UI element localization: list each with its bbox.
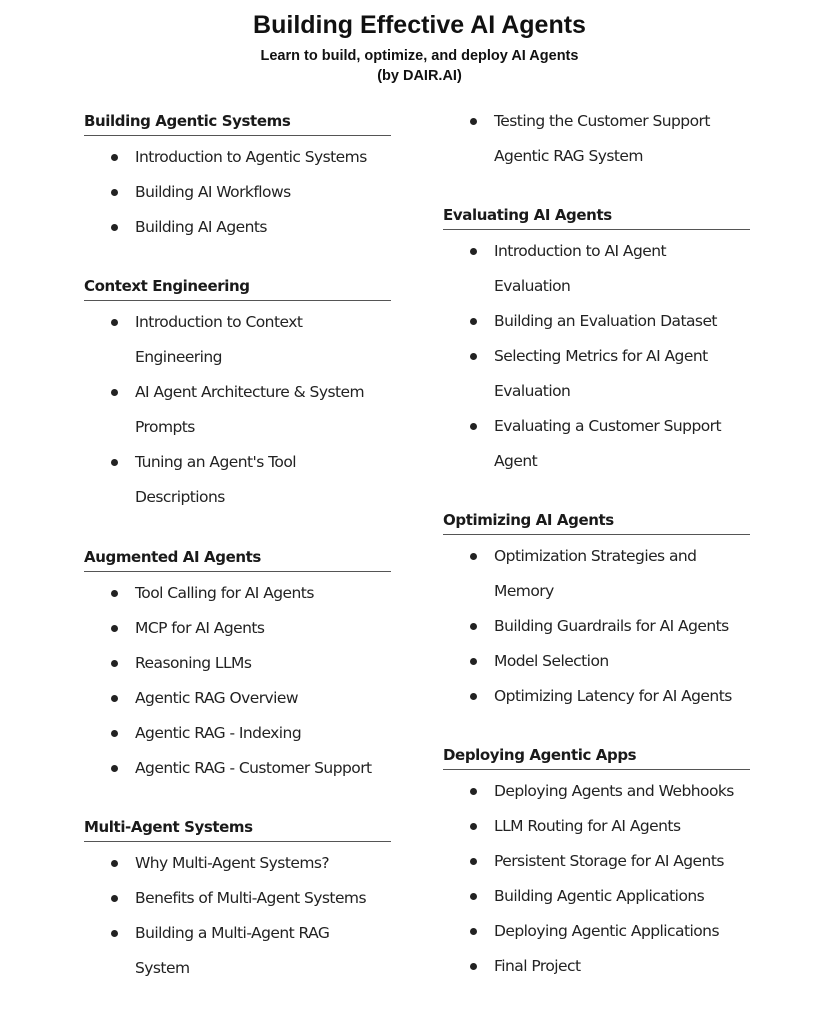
list-item [443,809,750,844]
topic-list [84,305,391,515]
section-multi-agent-systems [84,814,391,986]
topic-list [443,234,750,479]
item-label: Building Agentic Applications [494,887,705,905]
bullet-icon [111,459,118,466]
item-label: Model Selection [494,652,609,670]
bullet-icon [470,248,477,255]
topic-list [443,104,750,174]
item-label: Introduction to AI Agent [494,242,667,260]
section-building-agentic-systems [84,108,391,245]
section-title: Deploying Agentic Apps [443,746,637,764]
item-label: Deploying Agentic Applications [494,922,719,940]
section-augmented-ai-agents [84,544,391,786]
item-label-continued: Memory [494,582,554,600]
bullet-icon [111,895,118,902]
topic-list [84,846,391,986]
topic-list [84,576,391,786]
page-byline: (by DAIR.AI) [377,68,462,84]
item-label: Benefits of Multi-Agent Systems [135,889,367,907]
list-item [84,576,391,611]
bullet-icon [470,788,477,795]
item-label: Testing the Customer Support [494,112,710,130]
bullet-icon [470,858,477,865]
list-item [443,409,750,479]
list-item [84,881,391,916]
bullet-icon [470,623,477,630]
bullet-icon [111,224,118,231]
item-label: Final Project [494,957,581,975]
section-title: Augmented AI Agents [84,548,261,566]
bullet-icon [111,590,118,597]
item-label-continued: Descriptions [135,488,225,506]
section-title: Optimizing AI Agents [443,511,614,529]
item-label: Reasoning LLMs [135,654,252,672]
section-title: Context Engineering [84,277,250,295]
bullet-icon [111,154,118,161]
bullet-icon [111,930,118,937]
list-item [443,774,750,809]
list-item [84,140,391,175]
section-divider [84,135,391,136]
item-label: Evaluating a Customer Support [494,417,722,435]
list-item [84,916,391,986]
list-item [443,539,750,609]
bullet-icon [111,660,118,667]
item-label-continued: Engineering [135,348,222,366]
item-label: LLM Routing for AI Agents [494,817,681,835]
section-divider [443,534,750,535]
section-divider [84,571,391,572]
list-item [443,644,750,679]
item-label: Building Guardrails for AI Agents [494,617,729,635]
item-label: Building AI Workflows [135,183,291,201]
list-item [443,679,750,714]
bullet-icon [470,353,477,360]
item-label: AI Agent Architecture & System [135,383,365,401]
list-item [84,305,391,375]
list-item [84,681,391,716]
item-label: Agentic RAG Overview [135,689,299,707]
list-item [84,751,391,786]
section-deploying-agentic-apps [443,742,750,984]
list-item [443,104,750,174]
item-label: Deploying Agents and Webhooks [494,782,734,800]
topic-list [443,774,750,984]
item-label-continued: Agentic RAG System [494,147,643,165]
item-label: Building an Evaluation Dataset [494,312,717,330]
list-item [84,175,391,210]
list-item [443,879,750,914]
section-augmented-ai-agents-continued [443,104,750,174]
item-label: Building AI Agents [135,218,267,236]
list-item [84,210,391,245]
item-label: Optimization Strategies and [494,547,697,565]
bullet-icon [470,658,477,665]
bullet-icon [470,893,477,900]
page-subtitle: Learn to build, optimize, and deploy AI Agents [260,48,579,64]
list-item [84,716,391,751]
section-title: Building Agentic Systems [84,112,291,130]
list-item [84,846,391,881]
item-label-continued: Agent [494,452,538,470]
item-label: Tuning an Agent's Tool [135,453,297,471]
item-label: Why Multi-Agent Systems? [135,854,330,872]
bullet-icon [111,319,118,326]
bullet-icon [470,318,477,325]
section-divider [84,841,391,842]
section-divider [443,229,750,230]
list-item [443,234,750,304]
item-label: Selecting Metrics for AI Agent [494,347,708,365]
item-label: Optimizing Latency for AI Agents [494,687,732,705]
bullet-icon [470,928,477,935]
list-item [443,914,750,949]
bullet-icon [470,118,477,125]
item-label: Agentic RAG - Customer Support [135,759,372,777]
bullet-icon [111,730,118,737]
bullet-icon [470,823,477,830]
item-label-continued: System [135,959,190,977]
list-item [443,844,750,879]
list-item [443,339,750,409]
item-label: Persistent Storage for AI Agents [494,852,724,870]
bullet-icon [111,625,118,632]
topic-list [84,140,391,245]
section-context-engineering [84,273,391,515]
list-item [443,304,750,339]
section-divider [443,769,750,770]
list-item [443,609,750,644]
bullet-icon [111,860,118,867]
list-item [84,646,391,681]
bullet-icon [470,423,477,430]
item-label-continued: Evaluation [494,277,571,295]
list-item [84,375,391,445]
item-label: Introduction to Context [135,313,303,331]
section-evaluating-ai-agents [443,202,750,479]
page-title: Building Effective AI Agents [253,11,586,39]
bullet-icon [111,695,118,702]
section-optimizing-ai-agents [443,507,750,714]
bullet-icon [111,389,118,396]
bullet-icon [470,553,477,560]
item-label: Building a Multi-Agent RAG [135,924,330,942]
item-label-continued: Evaluation [494,382,571,400]
section-title: Multi-Agent Systems [84,818,253,836]
list-item [443,949,750,984]
list-item [84,445,391,515]
bullet-icon [470,963,477,970]
section-title: Evaluating AI Agents [443,206,612,224]
item-label-continued: Prompts [135,418,195,436]
section-divider [84,300,391,301]
list-item [84,611,391,646]
bullet-icon [111,189,118,196]
item-label: Agentic RAG - Indexing [135,724,302,742]
item-label: MCP for AI Agents [135,619,265,637]
bullet-icon [111,765,118,772]
bullet-icon [470,693,477,700]
item-label: Introduction to Agentic Systems [135,148,367,166]
topic-list [443,539,750,714]
item-label: Tool Calling for AI Agents [135,584,314,602]
